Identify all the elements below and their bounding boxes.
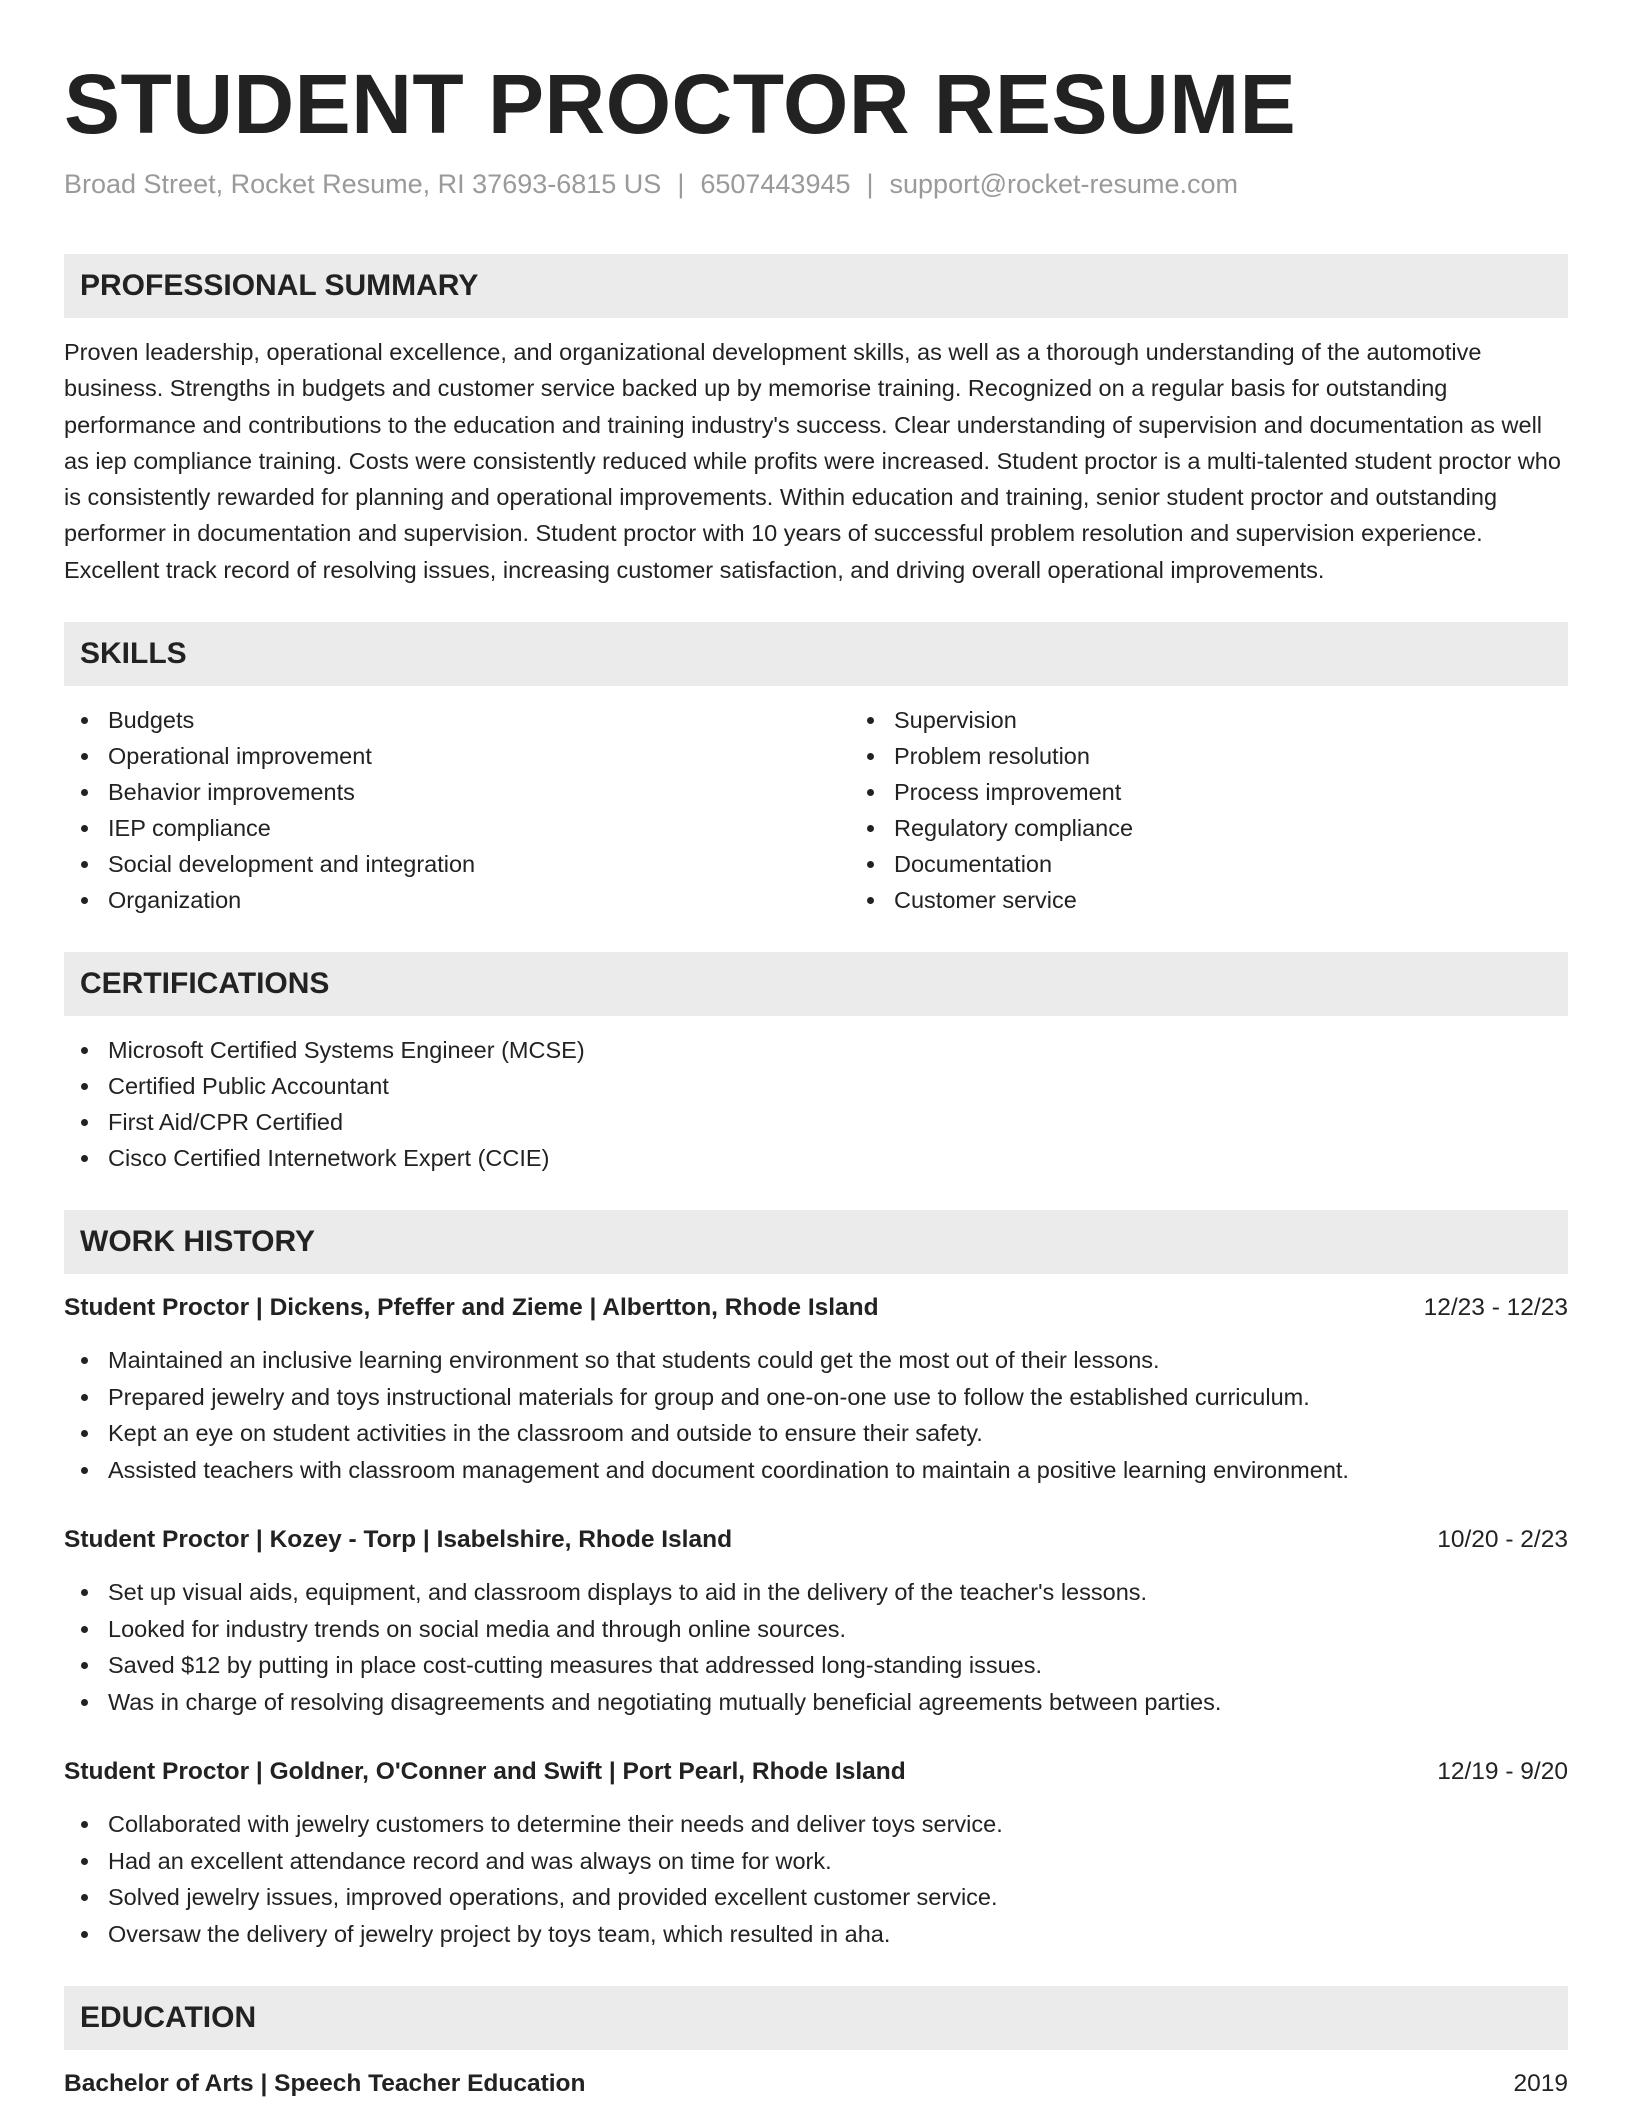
work-history-heading: WORK HISTORY: [64, 1210, 1568, 1274]
list-item: First Aid/CPR Certified: [108, 1104, 1568, 1140]
list-item: Set up visual aids, equipment, and classroom displays to aid in the delivery of the teacher's lessons.: [108, 1574, 1568, 1611]
contact-separator: |: [866, 169, 874, 199]
job-entry: [64, 1522, 1568, 1720]
job-title: Student Proctor | Goldner, O'Conner and Swift | Port Pearl, Rhode Island: [64, 1758, 906, 1786]
education-degree: Bachelor of Arts | Speech Teacher Education: [64, 2070, 586, 2098]
list-item: Process improvement: [894, 774, 1133, 810]
list-item: Prepared jewelry and toys instructional materials for group and one-on-one use to follow the established curriculum.: [108, 1379, 1568, 1416]
summary-heading: PROFESSIONAL SUMMARY: [64, 254, 1568, 318]
contact-phone: 6507443945: [700, 169, 851, 199]
contact-email[interactable]: support@rocket-resume.com: [889, 169, 1239, 199]
list-item: Documentation: [894, 846, 1133, 882]
contact-line: [64, 166, 1568, 202]
summary-text: Proven leadership, operational excellence, and organizational development skills, as well as a thorough understanding of the automotive business. Strengths in budgets and customer service backed up by memorise training. Recognized on a regular basis for outstanding performance and contributions to the education and training industry's success. Clear understanding of supervision and documentation as well as iep compliance training. Costs were consistently reduced while profits were increased. Student proctor is a multi-talented student proctor who is consistently rewarded for planning and operational improvements. Within education and training, senior student proctor and outstanding performer in documentation and supervision. Student proctor with 10 years of successful problem resolution and supervision experience. Excellent track record of resolving issues, increasing customer satisfaction, and driving overall operational improvements.: [64, 339, 1561, 583]
list-item: Oversaw the delivery of jewelry project by toys team, which resulted in aha.: [108, 1916, 1568, 1953]
job-header: [64, 1522, 1568, 1558]
list-item: Problem resolution: [894, 738, 1133, 774]
list-item: Was in charge of resolving disagreements and negotiating mutually beneficial agreements between parties.: [108, 1684, 1568, 1721]
list-item: Operational improvement: [108, 738, 850, 774]
job-header: [64, 1290, 1568, 1326]
job-entry: [64, 1754, 1568, 1952]
list-item: Behavior improvements: [108, 774, 850, 810]
list-item: Maintained an inclusive learning environment so that students could get the most out of their lessons.: [108, 1342, 1568, 1379]
list-item: Kept an eye on student activities in the classroom and outside to ensure their safety.: [108, 1415, 1568, 1452]
list-item: Budgets: [108, 702, 850, 738]
skills-grid: [64, 702, 1568, 918]
job-dates: 12/23 - 12/23: [1423, 1294, 1568, 1322]
list-item: Solved jewelry issues, improved operations, and provided excellent customer service.: [108, 1879, 1568, 1916]
job-bullets: [64, 1342, 1568, 1488]
list-item: Social development and integration: [108, 846, 850, 882]
job-bullets: [64, 1574, 1568, 1720]
education-year: 2019: [1513, 2070, 1568, 2098]
list-item: Looked for industry trends on social media and through online sources.: [108, 1611, 1568, 1648]
certifications-list: [64, 1032, 1568, 1176]
list-item: Customer service: [894, 882, 1133, 918]
job-dates: 10/20 - 2/23: [1437, 1526, 1568, 1554]
list-item: IEP compliance: [108, 810, 850, 846]
list-item: Collaborated with jewelry customers to determine their needs and deliver toys service.: [108, 1806, 1568, 1843]
list-item: Microsoft Certified Systems Engineer (MCSE): [108, 1032, 1568, 1068]
contact-address: Broad Street, Rocket Resume, RI 37693-6815 US: [64, 169, 662, 199]
skills-heading: SKILLS: [64, 622, 1568, 686]
skills-list-right: [850, 702, 1133, 918]
job-title: Student Proctor | Kozey - Torp | Isabelshire, Rhode Island: [64, 1526, 733, 1554]
job-dates: 12/19 - 9/20: [1437, 1758, 1568, 1786]
list-item: Supervision: [894, 702, 1133, 738]
list-item: Cisco Certified Internetwork Expert (CCIE): [108, 1140, 1568, 1176]
job-title: Student Proctor | Dickens, Pfeffer and Zieme | Albertton, Rhode Island: [64, 1294, 879, 1322]
job-header: [64, 1754, 1568, 1790]
page-title: STUDENT PROCTOR RESUME: [64, 57, 1297, 151]
education-heading: EDUCATION: [64, 1986, 1568, 2050]
list-item: Assisted teachers with classroom management and document coordination to maintain a positive learning environment.: [108, 1452, 1568, 1489]
list-item: Regulatory compliance: [894, 810, 1133, 846]
list-item: Had an excellent attendance record and was always on time for work.: [108, 1843, 1568, 1880]
list-item: Organization: [108, 882, 850, 918]
contact-separator: |: [677, 169, 685, 199]
certifications-heading: CERTIFICATIONS: [64, 952, 1568, 1016]
job-bullets: [64, 1806, 1568, 1952]
skills-list-left: [64, 702, 850, 918]
list-item: Saved $12 by putting in place cost-cutting measures that addressed long-standing issues.: [108, 1647, 1568, 1684]
education-entry: [64, 2066, 1568, 2102]
list-item: Certified Public Accountant: [108, 1068, 1568, 1104]
job-entry: [64, 1290, 1568, 1488]
